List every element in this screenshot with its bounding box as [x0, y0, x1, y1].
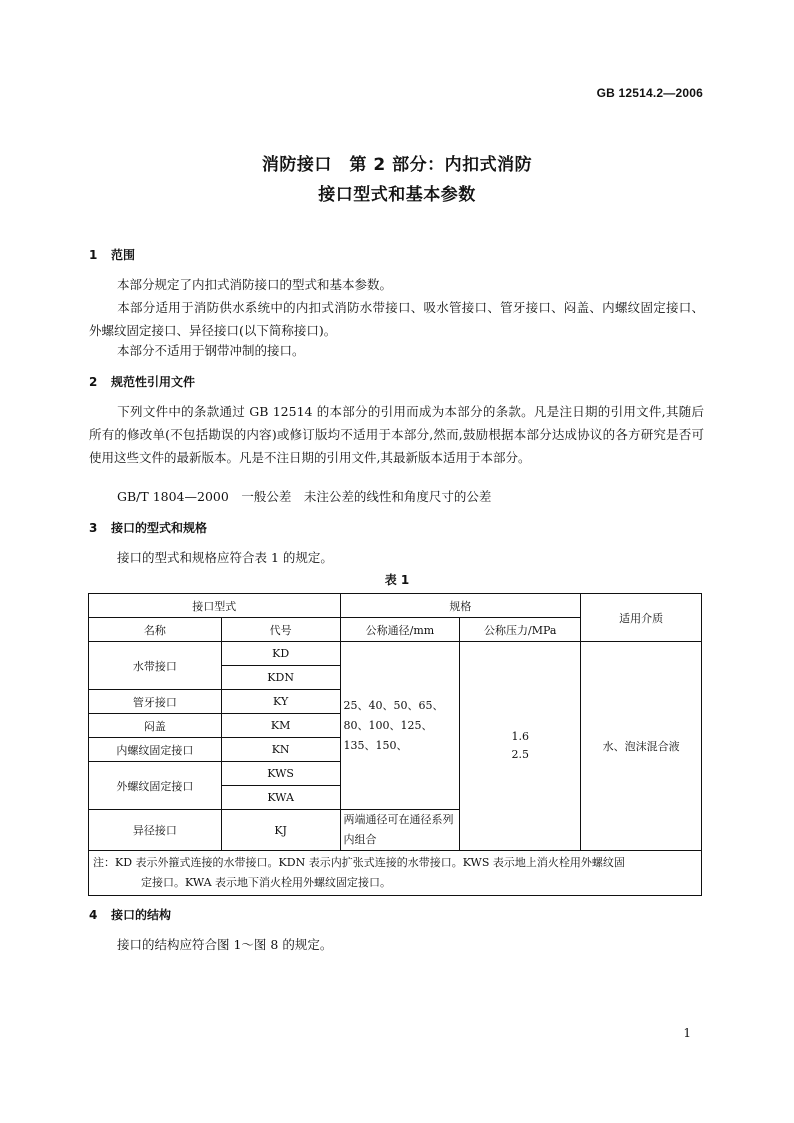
section-3-paragraph-1: 接口的型式和规格应符合表 1 的规定。: [117, 550, 333, 565]
section-1-heading: [89, 246, 135, 263]
section-title: 接口的结构: [111, 908, 172, 922]
cell-diameters: 25、40、50、65、80、100、125、135、150、: [340, 642, 460, 810]
header-pressure: 公称压力/MPa: [460, 618, 581, 642]
paragraph-text: 本部分规定了内扣式消防接口的型式和基本参数。: [117, 277, 393, 292]
table-note-row: [89, 851, 702, 896]
section-title: 范围: [111, 248, 136, 262]
section-number: 2: [89, 375, 98, 389]
cell-code: KN: [221, 738, 340, 762]
cell-code: KWA: [221, 786, 340, 810]
section-3-heading: [89, 519, 207, 536]
table-note-line-2-text: 定接口。KWA 表示地下消火栓用外螺纹固定接口。: [141, 876, 392, 889]
section-1-paragraph-3: [89, 339, 704, 362]
cell-name: 异径接口: [89, 810, 222, 851]
section-4-heading: [89, 906, 171, 923]
interface-spec-table: [88, 593, 702, 896]
section-number: 3: [89, 521, 98, 535]
header-specification: 规格: [340, 594, 581, 618]
table-caption: 表 1: [384, 573, 410, 587]
table-note-line-2: [93, 873, 697, 893]
cell-medium: 水、泡沫混合液: [581, 642, 702, 851]
header-diameter: 公称通径/mm: [340, 618, 460, 642]
cell-code: KM: [221, 714, 340, 738]
cell-reducer-note: 两端通径可在通径系列内组合: [340, 810, 460, 851]
cell-code: KJ: [221, 810, 340, 851]
cell-name: 内螺纹固定接口: [89, 738, 222, 762]
paragraph-text: 本部分不适用于钢带冲制的接口。: [117, 343, 305, 358]
paragraph-text: 下列文件中的条款通过 GB 12514 的本部分的引用而成为本部分的条款。凡是注日期的引用文件,其随后所有的修改单(不包括勘误的内容)或修订版均不适用于本部分,然而,鼓励根据本部分达成协议的各方研究是否可使用这些文件的最新版本。凡是不注日期的引用文件,其最新版本适用于本部分。: [89, 404, 704, 465]
header-medium: 适用介质: [581, 594, 702, 642]
cell-name: 闷盖: [89, 714, 222, 738]
normative-reference: GB/T 1804—2000 一般公差 未注公差的线性和角度尺寸的公差: [117, 489, 492, 504]
section-number: 1: [89, 248, 98, 262]
cell-code: KY: [221, 690, 340, 714]
table-header-row: [89, 594, 702, 618]
cell-name: 管牙接口: [89, 690, 222, 714]
pressure-value: 2.5: [511, 748, 529, 761]
header-code: 代号: [221, 618, 340, 642]
cell-code: KDN: [221, 666, 340, 690]
section-number: 4: [89, 908, 98, 922]
section-2-paragraph-1: [89, 400, 704, 469]
section-2-heading: [89, 373, 195, 390]
pressure-value: 1.6: [511, 730, 529, 743]
cell-pressures: [460, 642, 581, 851]
section-title: 接口的型式和规格: [111, 521, 208, 535]
header-interface-type: 接口型式: [89, 594, 341, 618]
section-4-paragraph-1: 接口的结构应符合图 1～图 8 的规定。: [117, 937, 333, 952]
document-title-line1: 消防接口 第 2 部分：内扣式消防: [261, 155, 533, 175]
header-name: 名称: [89, 618, 222, 642]
cell-name: 外螺纹固定接口: [89, 762, 222, 810]
section-title: 规范性引用文件: [111, 375, 196, 389]
section-1-paragraph-1: [89, 273, 704, 296]
cell-name: 水带接口: [89, 642, 222, 690]
section-1-paragraph-2: [89, 296, 704, 342]
cell-code: KWS: [221, 762, 340, 786]
document-title-line2: 接口型式和基本参数: [318, 185, 476, 205]
table-row: [89, 642, 702, 666]
cell-code: KD: [221, 642, 340, 666]
table-note: [89, 851, 702, 896]
page-number: 1: [683, 1026, 691, 1040]
standard-code: GB 12514.2—2006: [596, 86, 703, 100]
table-note-line-1: 注：KD 表示外箍式连接的水带接口。KDN 表示内扩张式连接的水带接口。KWS 表示地上消火栓用外螺纹固: [93, 856, 625, 869]
paragraph-text: 本部分适用于消防供水系统中的内扣式消防水带接口、吸水管接口、管牙接口、闷盖、内螺纹固定接口、外螺纹固定接口、异径接口(以下简称接口)。: [89, 300, 704, 338]
